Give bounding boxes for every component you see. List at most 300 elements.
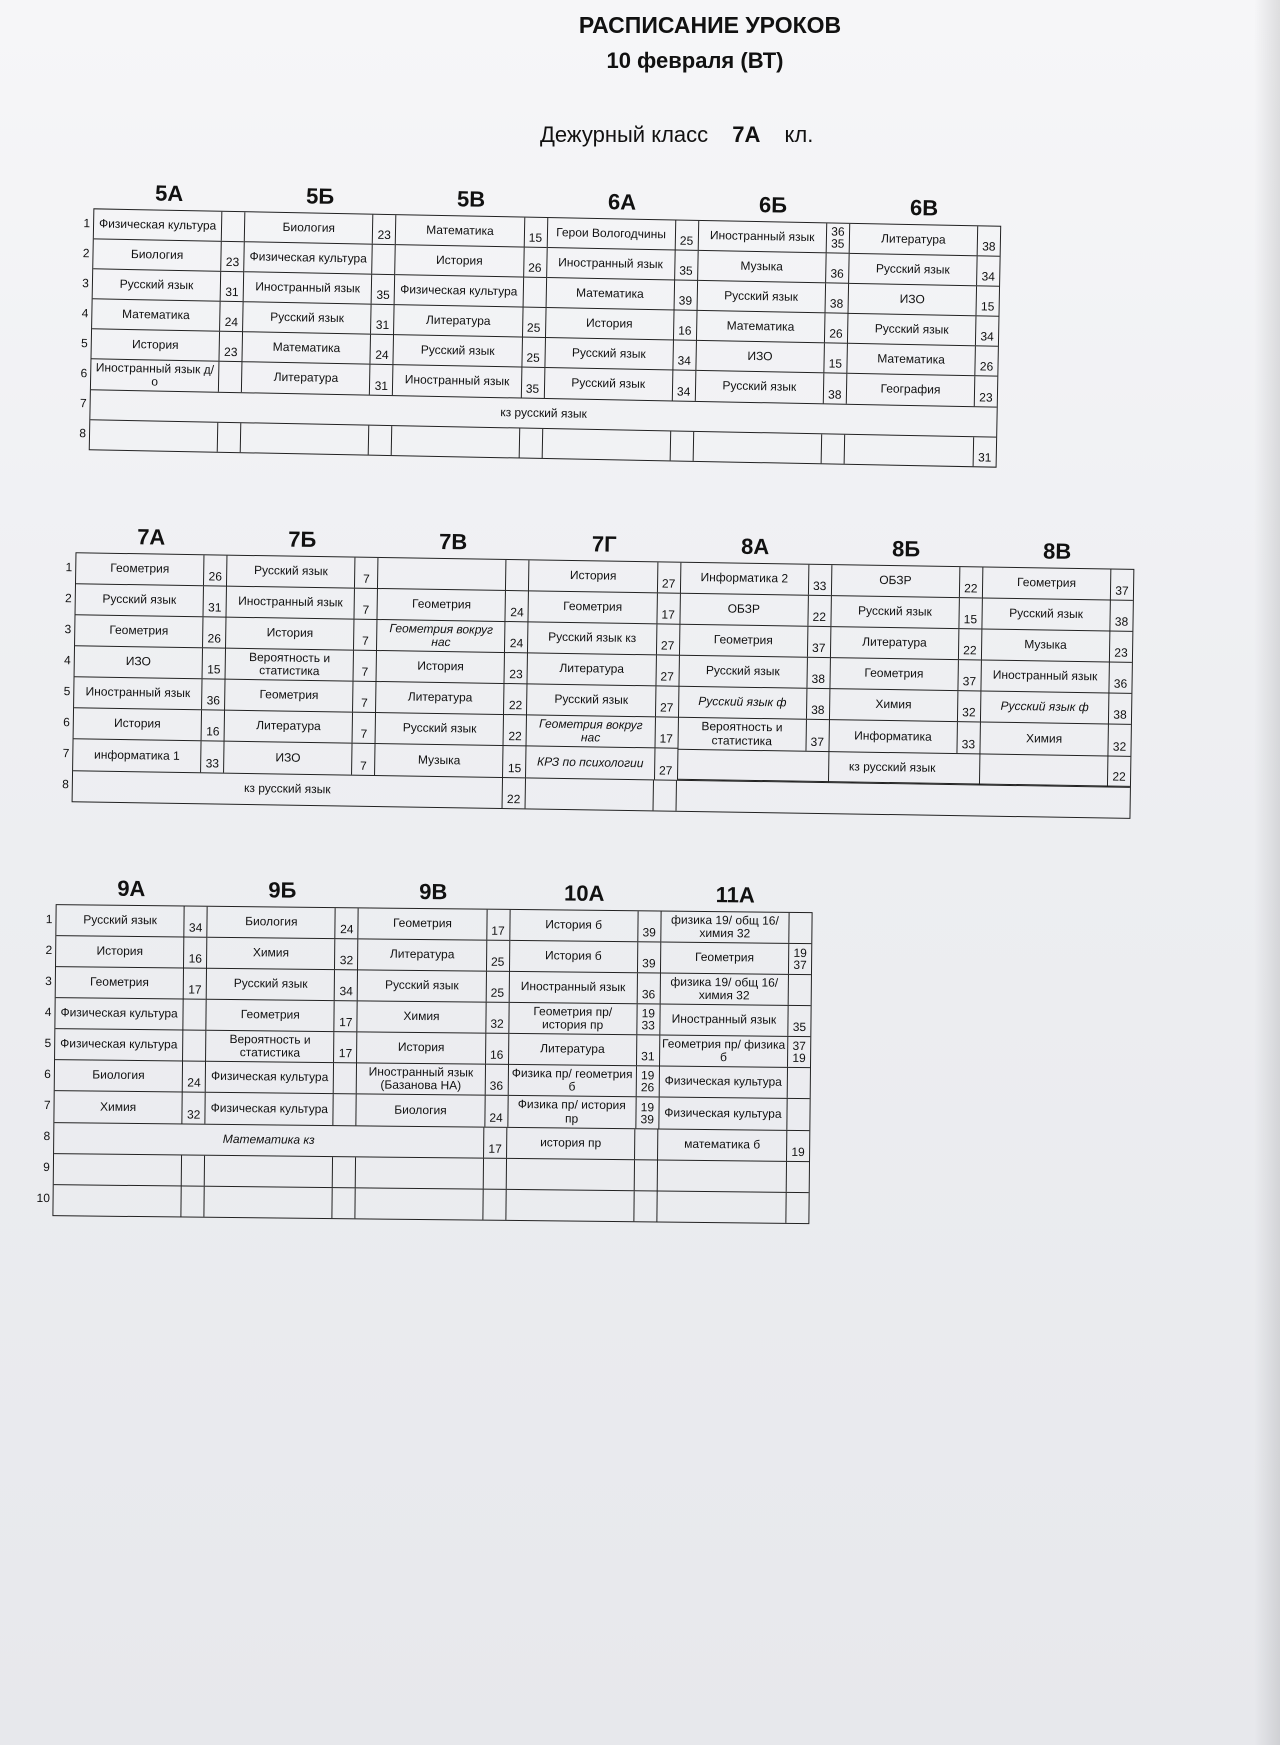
lesson-cell: [76, 584, 227, 617]
room-number: 24: [187, 1075, 201, 1091]
lesson-cell: [545, 308, 696, 341]
row-number: 5: [80, 336, 88, 351]
room-number: 17: [659, 731, 673, 747]
subject: [54, 1154, 182, 1185]
room-number: 19 33: [641, 1006, 656, 1033]
room-number: 17: [338, 1046, 353, 1061]
room-number: 38: [827, 387, 842, 403]
room-number: 32: [962, 705, 976, 720]
subject: Иностранный язык: [74, 677, 203, 709]
room-number: [219, 362, 242, 392]
lesson-cell: [526, 746, 677, 779]
subject: информатика 1: [73, 739, 202, 772]
duty-label: Дежурный класс: [540, 122, 709, 147]
room-number: 24: [375, 348, 389, 363]
subject: Русский язык: [76, 584, 205, 616]
subject: История: [546, 308, 675, 339]
paper-edge-shadow: [1254, 0, 1280, 1745]
empty-cell: [507, 1159, 658, 1191]
lesson-cell: [358, 939, 509, 972]
room-number: 16: [206, 724, 220, 739]
subject: Герои Вологодчины: [547, 218, 676, 249]
lesson-cell: [983, 568, 1134, 601]
room-number: 31: [225, 285, 239, 300]
subject: Русский язык: [679, 656, 808, 688]
subject: Русский язык: [545, 338, 674, 369]
empty-cell: [356, 1157, 507, 1189]
lesson-cell: [375, 744, 526, 777]
subject: [378, 558, 507, 590]
subject: Геометрия пр/ физика б: [660, 1036, 789, 1067]
class-column: [54, 905, 207, 1124]
class-name: 5В: [456, 186, 486, 212]
subject: История: [92, 329, 221, 360]
subject: Русский язык: [982, 599, 1111, 631]
room-number: [222, 212, 245, 241]
subject: физика 19/ общ 16/ химия 32: [660, 974, 789, 1005]
subject: Геометрия: [76, 553, 205, 585]
subject: Физическая культура: [244, 242, 373, 273]
row-number: 10: [36, 1190, 51, 1206]
room-number: [373, 245, 396, 274]
lesson-cell: [660, 1036, 811, 1069]
room-number: [506, 560, 528, 590]
lesson-cell: [207, 969, 358, 1002]
schedule-grid: [73, 208, 1001, 468]
empty-cell: [694, 432, 846, 464]
lesson-cell: [528, 653, 679, 686]
lesson-cell: [225, 680, 376, 713]
room-number: [483, 1190, 505, 1220]
subject: История: [529, 560, 658, 592]
room-number: 31: [977, 450, 992, 465]
row-number: 1: [45, 912, 53, 927]
lesson-cell: [54, 1091, 205, 1124]
room-number: 7: [360, 696, 368, 711]
lesson-cell: [378, 589, 529, 622]
subject: Иностранный язык: [660, 1005, 789, 1036]
lesson-cell: [509, 972, 660, 1005]
lesson-cell: [831, 627, 982, 660]
subject: Физическая культура: [659, 1097, 788, 1129]
class-column: [357, 908, 510, 1127]
room-number: [634, 1191, 656, 1221]
subject: [90, 420, 219, 451]
row-number: 6: [44, 1067, 51, 1082]
lesson-cell: [357, 1063, 508, 1096]
lesson-cell: [830, 689, 981, 722]
subject: Музыка: [982, 629, 1111, 661]
room-number: 24: [489, 1111, 503, 1126]
room-number: [181, 1187, 203, 1217]
room-number: 22: [963, 643, 977, 658]
subject: [845, 435, 975, 466]
lesson-rows: [73, 553, 1133, 787]
room-number: [787, 1099, 809, 1130]
room-number: 7: [360, 727, 368, 742]
room-number: 36: [1113, 676, 1128, 692]
subject: Русский язык: [697, 281, 826, 312]
room-number: 27: [659, 700, 674, 716]
subject: Русский язык: [207, 969, 336, 1000]
class-column: [224, 556, 379, 775]
row-number: 8: [79, 426, 87, 441]
lesson-cell: [377, 620, 528, 653]
room-number: 32: [339, 953, 354, 968]
room-number: 33: [205, 756, 220, 771]
room-number: 17: [661, 607, 675, 623]
lesson-cell: [76, 553, 227, 586]
room-number: [789, 975, 811, 1005]
subject: Геометрия: [207, 1000, 336, 1031]
empty-cell: [658, 1160, 809, 1192]
subject: Литература: [225, 711, 354, 743]
class-column: [659, 912, 811, 1131]
row-number: 3: [64, 622, 72, 637]
lesson-cell: [982, 599, 1133, 632]
subject: Математика: [92, 299, 221, 330]
room-number: 26: [829, 326, 843, 342]
room-number: 22: [508, 729, 522, 744]
class-name: 7Б: [288, 526, 317, 553]
room-number: 26: [528, 261, 542, 276]
room-number: 34: [188, 920, 203, 936]
subject: Музыка: [375, 744, 504, 777]
class-column: [526, 560, 681, 779]
room-number: [484, 1159, 506, 1189]
lesson-cell: [545, 338, 696, 371]
subject: Вероятность и статистика: [678, 718, 807, 751]
lesson-cell: [680, 563, 831, 596]
lesson-cell: [242, 362, 393, 395]
subject: Физическая культура: [55, 998, 184, 1029]
subject: Физическая культура: [206, 1062, 335, 1093]
lesson-cell: [245, 212, 396, 245]
room-number: [635, 1129, 657, 1159]
empty-cell: [543, 429, 695, 461]
subject: Геометрия: [830, 658, 959, 690]
room-number: 34: [981, 269, 996, 285]
lesson-cell: [56, 905, 207, 938]
lesson-cell: [529, 591, 680, 624]
room-number: 15: [828, 356, 843, 372]
lesson-cell: [659, 1067, 810, 1100]
subject: ИЗО: [75, 646, 204, 678]
lesson-cell: [547, 248, 698, 281]
class-name: 7А: [136, 524, 166, 550]
class-name: 8Б: [891, 536, 921, 562]
empty-cell: [506, 1190, 657, 1222]
subject: Русский язык: [849, 254, 978, 285]
subject: Химия: [830, 689, 959, 721]
subject: Математика: [396, 215, 525, 246]
duty-suffix: кл.: [784, 122, 814, 147]
subject: Русский язык: [831, 596, 960, 628]
room-number: 37: [962, 674, 977, 689]
subject: Иностранный язык: [698, 221, 827, 252]
room-number: 27: [660, 669, 674, 685]
duty-class: 7А: [732, 122, 761, 147]
lesson-cell: [377, 651, 528, 684]
room-number: [334, 1063, 356, 1093]
subject: ИЗО: [224, 742, 353, 775]
subject: История б: [510, 910, 639, 941]
subject: Геометрия: [529, 591, 658, 623]
class-column: [508, 910, 661, 1129]
lesson-cell: [981, 691, 1132, 724]
subject: Математика: [243, 332, 372, 363]
lesson-cell: [92, 299, 243, 332]
row-number: 4: [64, 653, 71, 668]
lesson-cell: [830, 658, 981, 691]
lesson-cell: [678, 718, 829, 751]
subject: Русский язык: [848, 314, 977, 345]
room-number: [333, 1157, 355, 1187]
room-number: 32: [490, 1017, 504, 1032]
lesson-cell: [849, 254, 1000, 287]
room-number: 27: [660, 638, 675, 654]
subject: Литература: [358, 939, 487, 970]
subject: Математика: [847, 344, 976, 375]
subject: [356, 1157, 484, 1188]
subject: [53, 1185, 181, 1216]
room-number: 25: [526, 321, 541, 336]
class-column: [73, 553, 228, 772]
subject: Математика: [697, 311, 826, 342]
lesson-cell: [980, 722, 1131, 755]
room-number: 26: [208, 569, 223, 584]
room-number: 17: [188, 982, 202, 998]
subject: Геометрия вокруг нас: [377, 620, 506, 652]
room-number: 15: [507, 761, 522, 776]
room-number: [332, 1188, 354, 1218]
room-number: 22: [506, 792, 521, 807]
room-number: 39: [678, 293, 693, 309]
row-number: 4: [81, 306, 89, 321]
room-number: 16: [188, 951, 203, 967]
subject: Русский язык: [243, 302, 372, 333]
room-number: 37: [811, 641, 826, 656]
row-number: 7: [43, 1098, 51, 1113]
lesson-cell: [75, 615, 226, 648]
row-number: 3: [82, 276, 90, 291]
room-number: [786, 1193, 808, 1223]
room-number: 16: [678, 323, 692, 339]
room-number: 36: [206, 693, 221, 708]
subject: [657, 1191, 786, 1222]
room-number: 19 26: [640, 1068, 655, 1095]
class-column: [375, 558, 530, 777]
lesson-cell: [832, 565, 983, 598]
subject: Русский язык ф: [981, 691, 1110, 723]
row-number: 7: [62, 746, 70, 761]
subject: Русский язык кз: [528, 622, 657, 654]
empty-cell: [205, 1156, 356, 1188]
subject: Литература: [242, 362, 371, 394]
row-number: 7: [79, 396, 87, 411]
subject: [694, 432, 823, 463]
lesson-cell: [243, 332, 394, 365]
lesson-cell: [94, 209, 245, 242]
subject: [204, 1187, 332, 1218]
subject: Геометрия: [359, 908, 488, 939]
subject: Литература: [376, 682, 505, 714]
room-number: 38: [811, 672, 826, 687]
subject: Физика пр/ геометрия б: [508, 1065, 637, 1096]
room-number: 34: [339, 984, 353, 999]
subject: Русский язык: [93, 269, 222, 300]
subject: Геометрия: [680, 625, 809, 657]
lesson-cell: [226, 649, 377, 682]
lesson-rows: [54, 905, 811, 1130]
room-number: 15: [963, 612, 978, 627]
lesson-cell: [510, 910, 661, 943]
row-number: 5: [63, 684, 71, 699]
subject: Русский язык ф: [679, 687, 808, 719]
empty-cell: [392, 426, 544, 458]
lesson-cell: [529, 560, 680, 593]
subject: математика б: [658, 1129, 787, 1160]
row-number: 8: [62, 777, 69, 792]
subject: [205, 1156, 333, 1187]
lesson-cell: [527, 684, 678, 717]
lesson-cell: [661, 943, 812, 976]
lesson-cell: [395, 245, 546, 278]
lesson-cell: [73, 739, 224, 772]
subject: Вероятность и статистика: [206, 1031, 335, 1062]
class-column: [91, 209, 246, 392]
room-number: 32: [1112, 739, 1127, 755]
subject: Химия: [358, 1001, 487, 1032]
room-number: 37: [1115, 583, 1129, 599]
room-number: 35: [792, 1020, 807, 1035]
room-number: 24: [224, 315, 239, 330]
room-number: 24: [340, 922, 354, 937]
empty-cell: [241, 423, 393, 455]
lesson-cell: [93, 239, 244, 272]
subject: [355, 1188, 483, 1219]
room-number: 25: [679, 233, 694, 249]
room-number: [523, 278, 546, 307]
room-number: 31: [207, 600, 222, 615]
lesson-cell: [75, 646, 226, 679]
room-number: 38: [1114, 614, 1129, 630]
room-number: 33: [961, 737, 976, 752]
lesson-cell: [696, 341, 847, 374]
room-number: 38: [982, 239, 996, 255]
subject: Русский язык: [544, 368, 673, 400]
lesson-cell: [357, 1094, 508, 1127]
room-number: 23: [1114, 645, 1128, 661]
subject: Химия: [980, 722, 1109, 755]
lesson-cell: [679, 656, 830, 689]
lesson-cell: [206, 1093, 357, 1126]
subject: [543, 429, 672, 460]
empty-cell: [845, 435, 997, 467]
subject: ОБЗР: [832, 565, 961, 597]
room-number: 19 37: [793, 945, 807, 973]
lesson-cell: [679, 687, 830, 720]
subject: ИЗО: [848, 284, 977, 315]
subject: Геометрия вокруг нас: [527, 715, 656, 747]
lesson-cell: [659, 1097, 810, 1130]
table-wrap: [52, 904, 812, 1224]
room-number: 22: [812, 610, 827, 625]
subject: Иностранный язык: [393, 365, 522, 397]
lesson-cell: [695, 371, 846, 404]
lesson-cell: [226, 618, 377, 651]
subject: Иностранный язык: [547, 248, 676, 279]
lesson-cell: [680, 625, 831, 658]
room-number: 17: [491, 924, 505, 939]
subject: Русский язык: [227, 556, 356, 588]
row-number: 3: [45, 974, 52, 989]
empty-cell: [53, 1185, 204, 1217]
empty-cell: [204, 1187, 355, 1219]
lesson-cell: [207, 938, 358, 971]
lesson-cell: [359, 908, 510, 941]
class-column: [847, 224, 1001, 407]
subject: Биология: [357, 1094, 486, 1126]
subject: Информатика 2: [680, 563, 809, 595]
table-wrap: [72, 552, 1135, 819]
lesson-cell: [357, 1032, 508, 1065]
room-number: [334, 1094, 356, 1125]
room-number: 36: [489, 1079, 504, 1094]
class-column: [393, 215, 548, 398]
lesson-cell: [829, 720, 980, 753]
room-number: 16: [489, 1048, 504, 1063]
room-number: 25: [490, 955, 505, 970]
room-number: 31: [374, 379, 389, 394]
room-number: 38: [829, 296, 844, 312]
subject: Геометрия пр/ история пр: [509, 1003, 638, 1034]
lesson-cell: [697, 281, 848, 314]
lesson-cell: [244, 272, 395, 305]
schedule-grid: [36, 904, 812, 1224]
lesson-cell: [227, 587, 378, 620]
subject: Иностранный язык д/о: [91, 359, 220, 391]
lesson-cell: [394, 305, 545, 338]
room-number: 37: [810, 735, 825, 750]
empty-cell: [54, 1154, 205, 1186]
lesson-cell: [56, 967, 207, 1000]
room-number: 23: [377, 228, 392, 243]
span-cell: [73, 771, 526, 808]
subject: Иностранный язык (Базанова НА): [357, 1063, 486, 1094]
room-number: 34: [980, 329, 994, 345]
subject: Геометрия: [75, 615, 204, 647]
subject: физика 19/ общ 16/ химия 32: [661, 912, 790, 943]
room-number: [822, 434, 845, 463]
lesson-cell: [528, 622, 679, 655]
subject: История: [226, 618, 355, 650]
lesson-cell: [224, 742, 375, 775]
subject: ОБЗР: [680, 594, 809, 626]
room-number: 15: [528, 231, 543, 246]
lesson-cell: [848, 284, 999, 317]
subject: Физическая культура: [55, 1029, 184, 1060]
page-date: 10 февраля (ВТ): [606, 48, 784, 73]
room-number: 23: [225, 255, 240, 270]
table-wrap: [89, 208, 1001, 467]
subject: [658, 1160, 787, 1191]
subject: Математика: [546, 278, 675, 309]
row-number: 2: [45, 943, 53, 958]
row-number: 5: [44, 1036, 52, 1051]
room-number: 39: [642, 956, 656, 971]
lesson-cell: [509, 1034, 660, 1067]
